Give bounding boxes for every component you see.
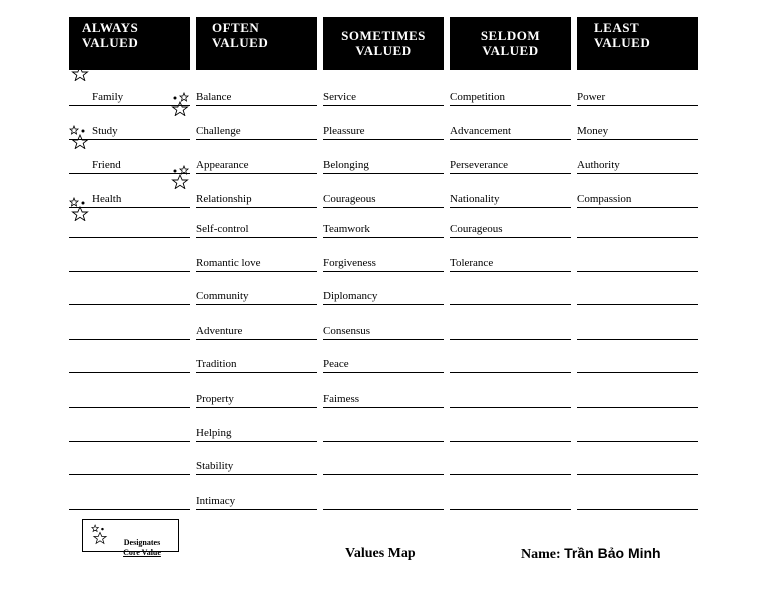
sometimes-valued-cell: Service [323,86,444,106]
sometimes-valued-cell: Belonging [323,154,444,174]
often-valued-cell: Adventure [196,320,317,340]
sometimes-valued-cell: Teamwork [323,218,444,238]
always-valued-cell [69,218,190,238]
seldom-valued-cell [450,455,571,475]
always-valued-cell: Health [69,188,190,208]
always-valued-cell [69,455,190,475]
sometimes-valued-cell [323,422,444,442]
legend-line-2: Core Value [123,548,161,557]
header-sometimes-valued: SOMETIMES VALUED [323,17,444,70]
often-valued-cell: Self-control [196,218,317,238]
header-seldom-valued: SELDOM VALUED [450,17,571,70]
sometimes-valued-cell: Consensus [323,320,444,340]
seldom-valued-cell [450,422,571,442]
seldom-valued-cell: Advancement [450,120,571,140]
core-value-legend [82,519,179,557]
header-always-valued: ALWAYS VALUED [69,17,190,70]
always-valued-cell [69,320,190,340]
often-valued-cell: Tradition [196,353,317,373]
seldom-valued-cell [450,285,571,305]
core-value-star-icon [169,92,191,116]
often-valued-cell: Helping [196,422,317,442]
least-valued-cell: Power [577,86,698,106]
often-valued-cell: Community [196,285,317,305]
always-valued-cell [69,252,190,272]
often-valued-cell: Challenge [196,120,317,140]
always-valued-cell [69,285,190,305]
core-value-star-icon [69,197,91,221]
least-valued-cell [577,320,698,340]
least-valued-cell: Money [577,120,698,140]
sometimes-valued-cell: Courageous [323,188,444,208]
least-valued-cell: Authority [577,154,698,174]
always-valued-cell: Family [69,86,190,106]
seldom-valued-cell [450,320,571,340]
sometimes-valued-cell: Forgiveness [323,252,444,272]
core-value-star-icon [69,57,91,81]
seldom-valued-cell: Courageous [450,218,571,238]
name-label: Name: [521,547,561,562]
always-valued-cell [69,353,190,373]
often-valued-cell: Romantic love [196,252,317,272]
core-value-star-icon [69,125,91,149]
legend-line-1: Designates [123,538,161,547]
always-valued-cell [69,422,190,442]
sometimes-valued-cell: Pleassure [323,120,444,140]
name-field [521,545,661,563]
seldom-valued-cell: Nationality [450,188,571,208]
sometimes-valued-cell: Diplomancy [323,285,444,305]
always-valued-cell: Study [69,120,190,140]
least-valued-cell [577,353,698,373]
header-least-valued: LEAST VALUED [577,17,698,70]
sometimes-valued-cell [323,490,444,510]
least-valued-cell [577,490,698,510]
least-valued-cell [577,218,698,238]
name-value: Trần Bảo Minh [564,545,661,561]
seldom-valued-cell: Tolerance [450,252,571,272]
often-valued-cell: Balance [196,86,317,106]
seldom-valued-cell: Competition [450,86,571,106]
always-valued-cell [69,490,190,510]
always-valued-cell [69,388,190,408]
seldom-valued-cell [450,490,571,510]
least-valued-cell [577,422,698,442]
least-valued-cell [577,285,698,305]
often-valued-cell: Appearance [196,154,317,174]
least-valued-cell [577,455,698,475]
sometimes-valued-cell: Peace [323,353,444,373]
least-valued-cell: Compassion [577,188,698,208]
least-valued-cell [577,252,698,272]
often-valued-cell: Stability [196,455,317,475]
header-often-valued: OFTEN VALUED [196,17,317,70]
page-title: Values Map [345,546,416,561]
legend-text [117,538,167,558]
least-valued-cell [577,388,698,408]
sometimes-valued-cell [323,455,444,475]
core-value-star-icon [169,165,191,189]
always-valued-cell: Friend [69,154,190,174]
often-valued-cell: Relationship [196,188,317,208]
sometimes-valued-cell: Faimess [323,388,444,408]
seldom-valued-cell: Perseverance [450,154,571,174]
seldom-valued-cell [450,388,571,408]
often-valued-cell: Intimacy [196,490,317,510]
seldom-valued-cell [450,353,571,373]
often-valued-cell: Property [196,388,317,408]
legend-star-icon [91,523,109,545]
